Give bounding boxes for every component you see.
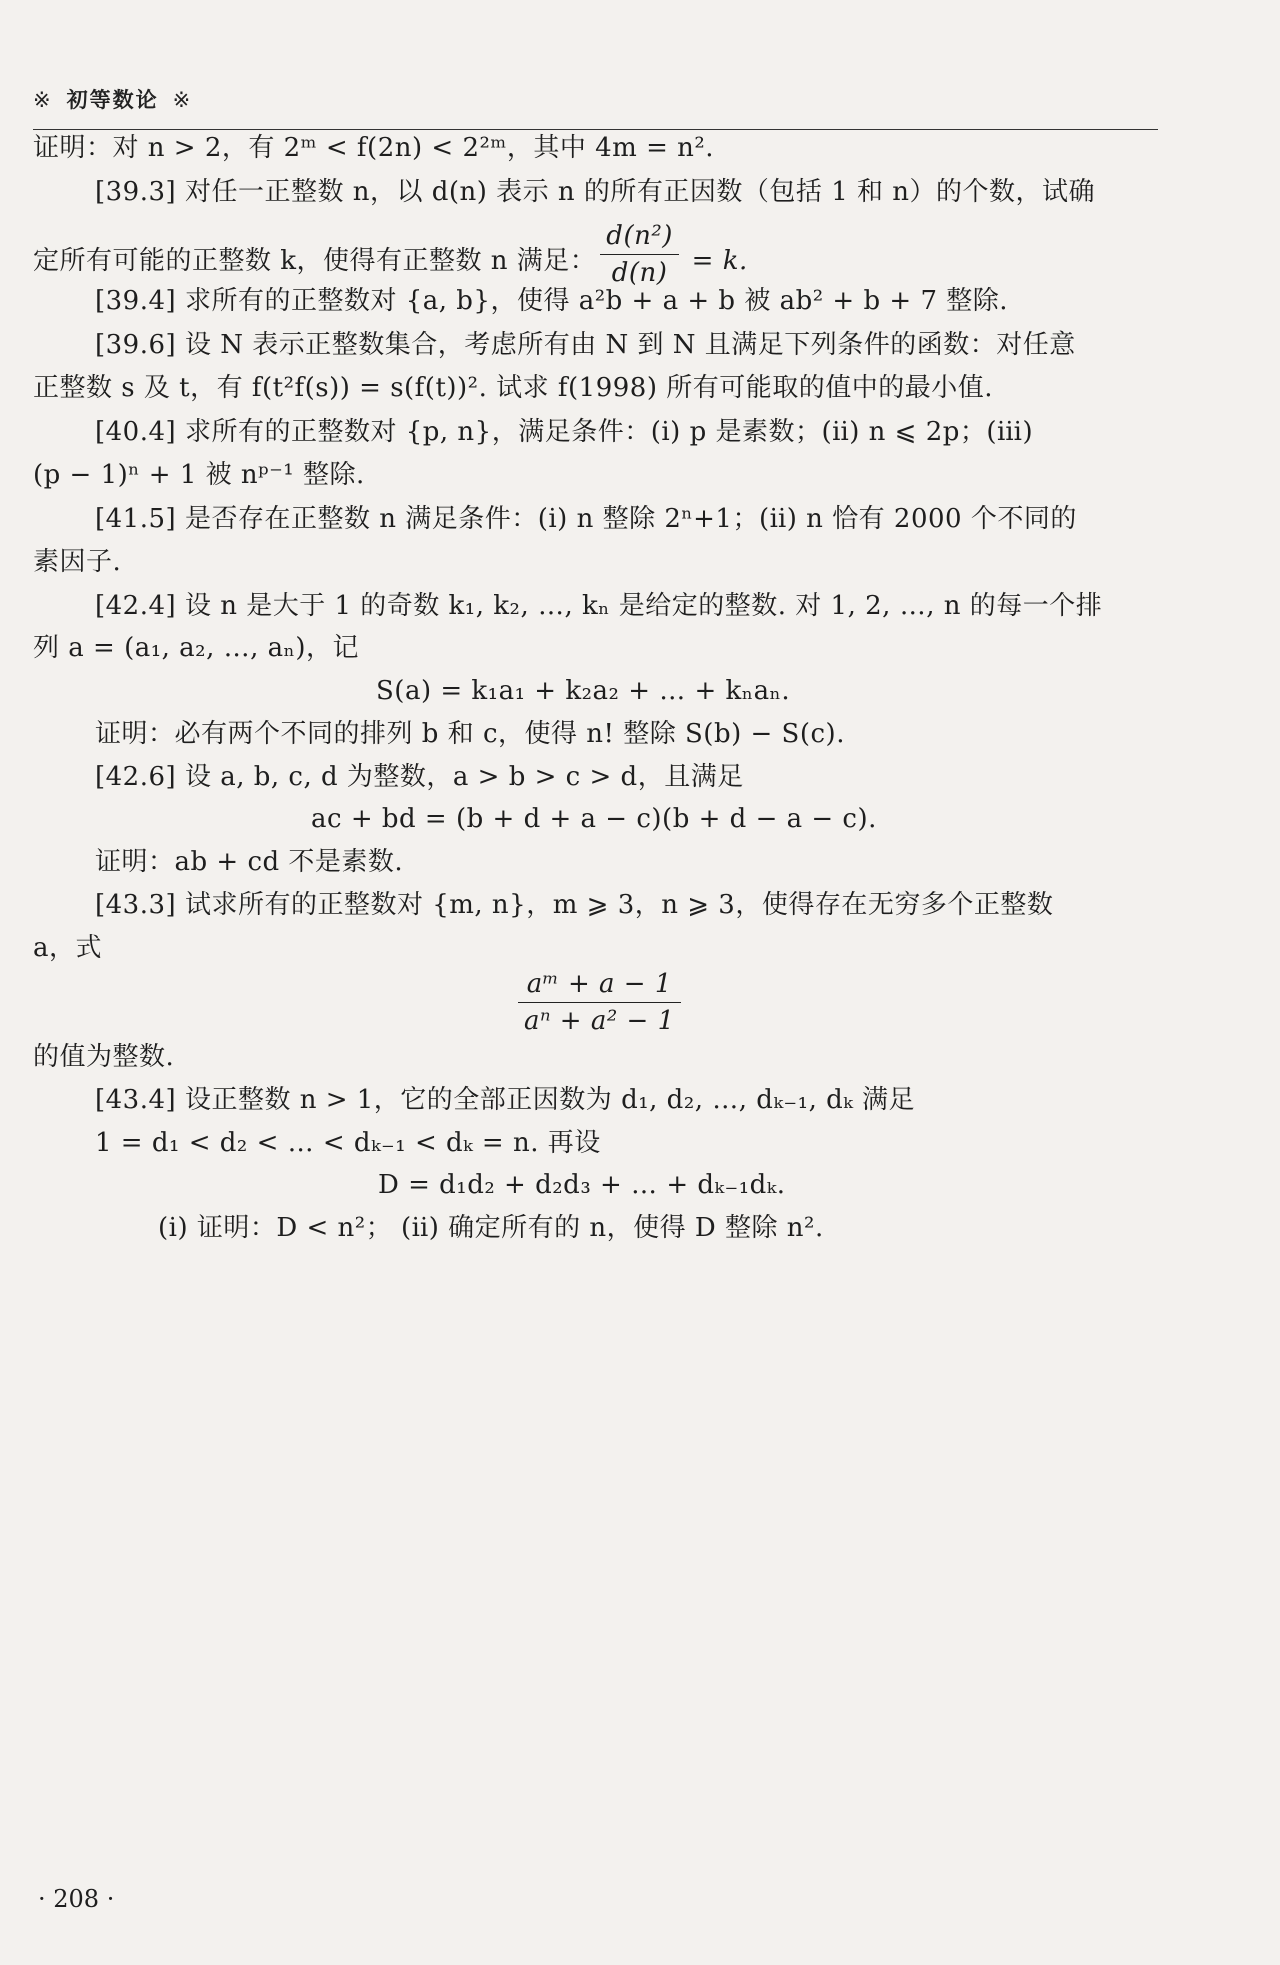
header-symbol-left: ※ (33, 88, 53, 112)
fraction (600, 220, 679, 289)
fraction-denominator: aⁿ + a² − 1 (524, 1006, 675, 1036)
text-line: [41.5] 是否存在正整数 n 满足条件：(ⅰ) n 整除 2ⁿ+1；(ⅱ) n 恰有 2000 个不同的 (95, 504, 1077, 534)
display-formula: ac + bd = (b + d + a − c)(b + d − a − c). (311, 804, 877, 834)
text-line: [43.3] 试求所有的正整数对 {m, n}，m ⩾ 3，n ⩾ 3，使得存在无穷多个正整数 (95, 890, 1054, 920)
header-symbol-right: ※ (172, 88, 193, 112)
text-line: 正整数 s 及 t，有 f(t²f(s)) = s(f(t))². 试求 f(1998) 所有可能取的值中的最小值. (33, 373, 994, 403)
text-segment: = k. (691, 246, 748, 276)
text-line: 证明：ab + cd 不是素数. (95, 847, 404, 877)
page-number: · 208 · (38, 1885, 115, 1913)
text-line: [43.4] 设正整数 n > 1，它的全部正因数为 d₁, d₂, …, dₖ₋₁, dₖ 满足 (95, 1085, 915, 1115)
running-header (33, 84, 1158, 114)
display-fraction (514, 968, 685, 1037)
text-line: 1 = d₁ < d₂ < … < dₖ₋₁ < dₖ = n. 再设 (95, 1128, 601, 1158)
text-line: 证明：对 n > 2，有 2ᵐ < f(2n) < 2²ᵐ，其中 4m = n². (33, 133, 715, 163)
header-title: 初等数论 (66, 88, 159, 112)
display-formula: D = d₁d₂ + d₂d₃ + … + dₖ₋₁dₖ. (378, 1170, 786, 1200)
text-line: 的值为整数. (33, 1042, 175, 1072)
text-line: [42.6] 设 a, b, c, d 为整数，a > b > c > d，且满足 (95, 762, 744, 792)
fraction (518, 968, 681, 1037)
text-line: 素因子. (33, 547, 122, 577)
text-line: (ⅰ) 证明：D < n²； (ⅱ) 确定所有的 n，使得 D 整除 n². (158, 1213, 824, 1243)
text-line: [40.4] 求所有的正整数对 {p, n}，满足条件：(ⅰ) p 是素数；(ⅱ) n ⩽ 2p；(ⅲ) (95, 417, 1034, 447)
text-segment: 定所有可能的正整数 k，使得有正整数 n 满足： (33, 246, 597, 276)
fraction-numerator: aᵐ + a − 1 (518, 968, 681, 1003)
text-line: [39.6] 设 N 表示正整数集合，考虑所有由 N 到 N 且满足下列条件的函数：对任意 (95, 330, 1076, 360)
text-line: 列 a = (a₁, a₂, …, aₙ)，记 (33, 633, 360, 663)
text-line: [39.4] 求所有的正整数对 {a, b}，使得 a²b + a + b 被 ab² + b + 7 整除. (95, 286, 1009, 316)
display-formula: S(a) = k₁a₁ + k₂a₂ + … + kₙaₙ. (376, 676, 791, 706)
fraction-numerator: d(n²) (600, 220, 679, 255)
text-line-with-fraction (33, 220, 748, 289)
text-line: 证明：必有两个不同的排列 b 和 c，使得 n! 整除 S(b) − S(c). (95, 719, 845, 749)
fraction-denominator: d(n) (611, 258, 668, 288)
text-line: (p − 1)ⁿ + 1 被 nᵖ⁻¹ 整除. (33, 460, 365, 490)
header-rule (33, 129, 1158, 130)
text-line: a，式 (33, 933, 103, 963)
text-line: [39.3] 对任一正整数 n，以 d(n) 表示 n 的所有正因数（包括 1 和 n）的个数，试确 (95, 177, 1096, 207)
text-line: [42.4] 设 n 是大于 1 的奇数 k₁, k₂, …, kₙ 是给定的整数. 对 1, 2, …, n 的每一个排 (95, 591, 1103, 621)
